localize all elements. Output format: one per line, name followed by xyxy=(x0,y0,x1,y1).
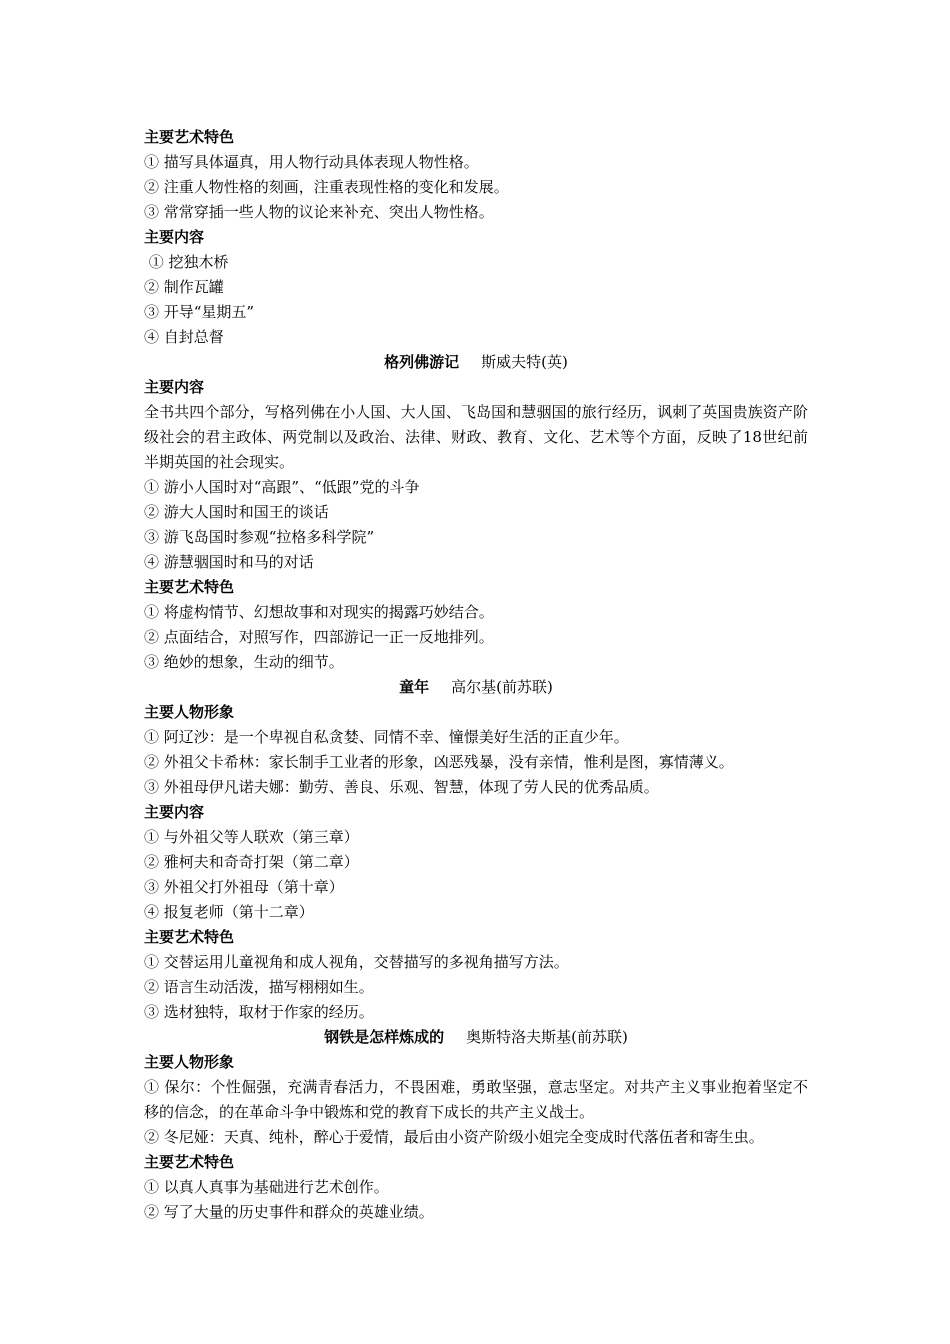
list-item: ① 与外祖父等人联欢（第三章） xyxy=(144,828,359,846)
list-item: ② 点面结合，对照写作，四部游记一正一反地排列。 xyxy=(144,628,494,646)
list-item: ① 游小人国时对“高跟”、“低跟”党的斗争 xyxy=(144,478,420,496)
section-heading: 主要内容 xyxy=(144,228,205,246)
book-title-line xyxy=(144,1025,808,1050)
list-item: ② 注重人物性格的刻画，注重表现性格的变化和发展。 xyxy=(144,178,509,196)
book-title-line xyxy=(144,675,808,700)
section-heading: 主要艺术特色 xyxy=(144,578,235,596)
list-item: ② 外祖父卡希林：家长制手工业者的形象，凶恶残暴，没有亲情，惟利是图，寡情薄义。 xyxy=(144,753,734,771)
list-item: ② 冬尼娅：天真、纯朴，醉心于爱情，最后由小资产阶级小姐完全变成时代落伍者和寄生虫。 xyxy=(144,1128,764,1146)
book-title-line xyxy=(144,350,808,375)
list-item: ③ 绝妙的想象，生动的细节。 xyxy=(144,653,344,671)
list-item: ① 交替运用儿童视角和成人视角，交替描写的多视角描写方法。 xyxy=(144,953,569,971)
section-heading: 主要人物形象 xyxy=(144,1053,235,1071)
book-title: 钢铁是怎样炼成的 xyxy=(324,1028,445,1046)
list-item: ① 将虚构情节、幻想故事和对现实的揭露巧妙结合。 xyxy=(144,603,494,621)
section-heading: 主要人物形象 xyxy=(144,703,235,721)
list-item: ③ 游飞岛国时参观“拉格多科学院” xyxy=(144,528,375,546)
list-item: ④ 自封总督 xyxy=(144,328,224,346)
list-item: ③ 外祖父打外祖母（第十章） xyxy=(144,878,344,896)
section-heading: 主要内容 xyxy=(144,803,205,821)
list-item: ① 以真人真事为基础进行艺术创作。 xyxy=(144,1178,389,1196)
list-item: ③ 外祖母伊凡诺夫娜：勤劳、善良、乐观、智慧，体现了劳人民的优秀品质。 xyxy=(144,778,659,796)
list-item: ② 制作瓦罐 xyxy=(144,278,224,296)
book-author: 奥斯特洛夫斯基(前苏联) xyxy=(466,1028,628,1046)
summary-paragraph: 全书共四个部分，写格列佛在小人国、大人国、飞岛国和慧骃国的旅行经历，讽刺了英国贵族资产阶级社会的君主政体、两党制以及政治、法律、财政、教育、文化、艺术等个方面，反映了18世纪前半期英国的社会现实。 xyxy=(144,403,808,471)
book-author: 斯威夫特(英) xyxy=(481,353,568,371)
section-heading: 主要艺术特色 xyxy=(144,928,235,946)
book-author: 高尔基(前苏联) xyxy=(451,678,553,696)
document-body xyxy=(144,125,808,1225)
list-item: ① 描写具体逼真，用人物行动具体表现人物性格。 xyxy=(144,153,479,171)
list-item: ③ 开导“星期五” xyxy=(144,303,255,321)
list-item: ④ 报复老师（第十二章） xyxy=(144,903,314,921)
section-heading: 主要艺术特色 xyxy=(144,1153,235,1171)
section-heading: 主要艺术特色 xyxy=(144,128,235,146)
list-item: ③ 选材独特，取材于作家的经历。 xyxy=(144,1003,374,1021)
list-item: ① 保尔：个性倔强，充满青春活力，不畏困难，勇敢坚强，意志坚定。对共产主义事业抱着坚定不移的信念，的在革命斗争中锻炼和党的教育下成长的共产主义战士。 xyxy=(144,1078,808,1121)
book-title: 童年 xyxy=(399,678,430,696)
book-title: 格列佛游记 xyxy=(384,353,460,371)
list-item: ③ 常常穿插一些人物的议论来补充、突出人物性格。 xyxy=(144,203,494,221)
list-item: ① 挖独木桥 xyxy=(144,253,229,271)
section-heading: 主要内容 xyxy=(144,378,205,396)
list-item: ② 游大人国时和国王的谈话 xyxy=(144,503,329,521)
list-item: ④ 游慧骃国时和马的对话 xyxy=(144,553,314,571)
list-item: ② 写了大量的历史事件和群众的英雄业绩。 xyxy=(144,1203,434,1221)
list-item: ② 雅柯夫和奇奇打架（第二章） xyxy=(144,853,359,871)
list-item: ② 语言生动活泼，描写栩栩如生。 xyxy=(144,978,374,996)
list-item: ① 阿辽沙：是一个卑视自私贪婪、同情不幸、憧憬美好生活的正直少年。 xyxy=(144,728,629,746)
